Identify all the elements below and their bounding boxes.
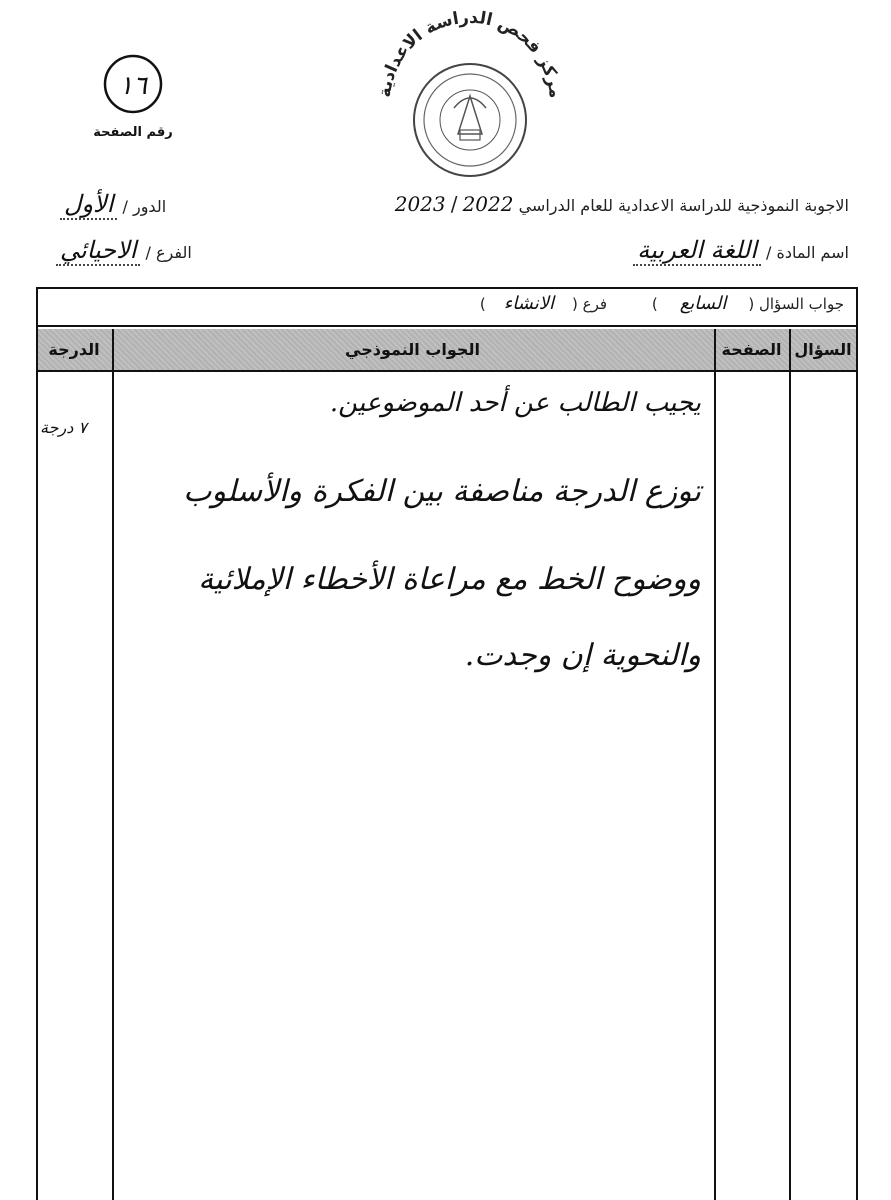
round-label: الدور / <box>122 197 167 216</box>
col-answer: الجواب النموذجي <box>345 340 480 359</box>
page-number-label: رقم الصفحة <box>93 125 173 140</box>
answer-line-2: توزع الدرجة مناصفة بين الفكرة والأسلوب <box>183 474 701 509</box>
divider-question <box>789 329 791 1200</box>
grade-value: ٧ درجة <box>40 418 87 437</box>
divider-page <box>714 329 716 1200</box>
answer-line-1: يجيب الطالب عن أحد الموضوعين. <box>329 388 701 418</box>
branch-label: الفرع / <box>145 243 192 262</box>
col-page: الصفحة <box>721 340 782 359</box>
subject-value: اللغة العربية <box>633 236 761 266</box>
question-row <box>36 287 858 327</box>
branch-value: الاحيائي <box>56 236 140 266</box>
answer-sheet <box>36 287 858 1200</box>
round-value: الأول <box>60 190 117 220</box>
question-branch-label: فرع <box>582 295 608 313</box>
branch-line <box>56 236 192 264</box>
question-label: جواب السؤال <box>758 295 844 313</box>
question-branch-value: الانشاء <box>503 293 555 314</box>
title-text: الاجوبة النموذجية للدراسة الاعدادية للعام الدراسي <box>518 196 849 215</box>
page-number-badge <box>88 48 178 148</box>
year-separator: / <box>450 192 458 216</box>
table-header <box>38 329 856 372</box>
divider-grade <box>112 329 114 1200</box>
answer-line-4: والنحوية إن وجدت. <box>464 638 701 673</box>
answer-line-3: ووضوح الخط مع مراعاة الأخطاء الإملائية <box>198 562 701 597</box>
question-line: جواب السؤال (السابع) فرع (الانشاء) <box>479 293 844 314</box>
question-number: السابع <box>679 293 727 314</box>
year-end: 2023 <box>394 192 446 216</box>
svg-text:مركز فحص الدراسة الاعدادية <box>375 8 565 99</box>
col-grade: الدرجة <box>48 340 100 359</box>
year-start: 2022 <box>462 192 514 216</box>
ministry-seal <box>370 8 570 198</box>
center-name: مركز فحص الدراسة الاعدادية <box>374 8 566 100</box>
page-number: ١٦ <box>119 71 147 101</box>
subject-line <box>633 236 849 264</box>
subject-label: اسم المادة / <box>765 243 849 262</box>
round-line <box>60 190 166 218</box>
col-question: السؤال <box>794 340 852 359</box>
title-line <box>395 192 849 216</box>
